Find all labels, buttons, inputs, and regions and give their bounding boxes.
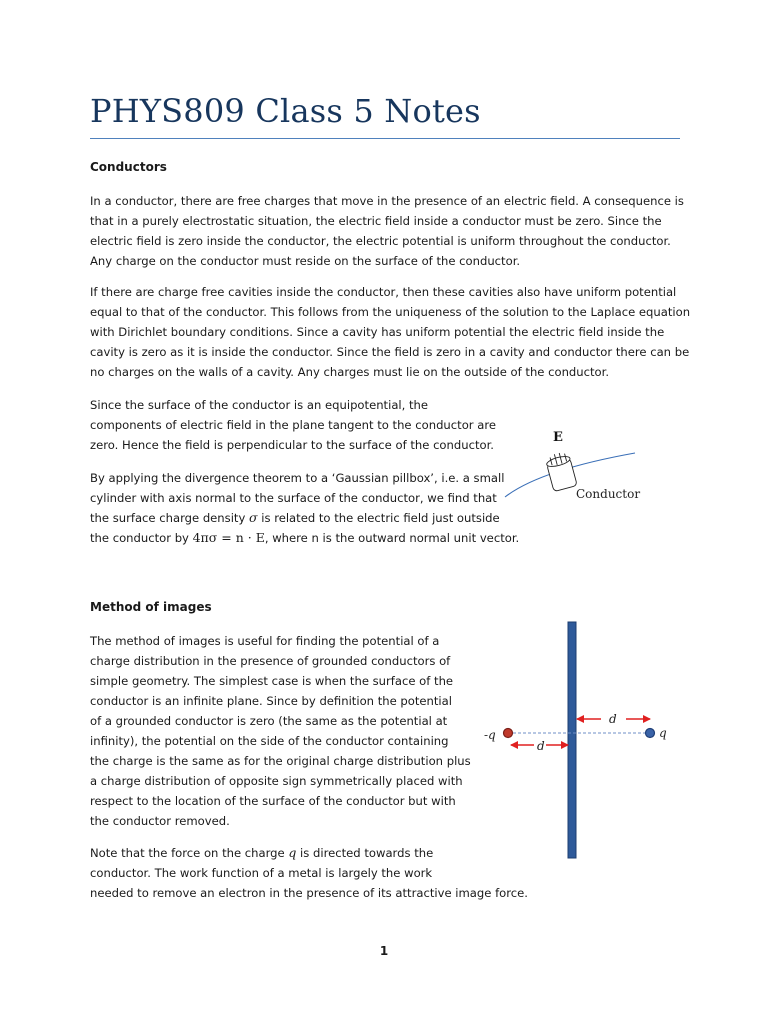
conductor-plane [568, 622, 576, 858]
text-fragment: the conductor by [90, 531, 193, 545]
text-line: The method of images is useful for finding the potential of a [90, 634, 440, 648]
text-line: conductor is an infinite plane. Since by definition the potential [90, 694, 452, 708]
paragraph-images-1 [90, 631, 471, 831]
text-line: equal to that of the conductor. This follows from the uniqueness of the solution to the Laplace equation [90, 305, 691, 319]
text-line: of a grounded conductor is zero (the same as the potential at [90, 714, 448, 728]
paragraph-images-2 [90, 843, 528, 903]
field-label-e: E [553, 430, 563, 445]
text-line: cavity is zero as it is inside the conductor. Since the field is zero in a cavity and conductor there can be [90, 345, 690, 359]
text-line [90, 528, 519, 548]
text-line: infinity), the potential on the side of the conductor containing [90, 734, 449, 748]
text-fragment: Note that the force on the charge [90, 846, 289, 860]
distance-label-right: d [609, 712, 617, 726]
text-line: no charges on the walls of a cavity. Any charges must lie on the outside of the conductor. [90, 365, 610, 379]
paragraph-conductors-4 [90, 468, 519, 548]
text-line: Since the surface of the conductor is an equipotential, the [90, 398, 429, 412]
text-line: components of electric field in the plane tangent to the conductor are [90, 418, 496, 432]
text-line: a charge distribution of opposite sign symmetrically placed with [90, 774, 463, 788]
paragraph-conductors-1 [90, 191, 684, 271]
paragraph-conductors-2 [90, 282, 690, 382]
conductor-label: Conductor [576, 487, 641, 501]
text-line: If there are charge free cavities inside the conductor, then these cavities also have uniform potential [90, 285, 677, 299]
sigma-symbol: σ [249, 510, 258, 525]
text-line: charge distribution in the presence of grounded conductors of [90, 654, 451, 668]
text-line: with Dirichlet boundary conditions. Since a cavity has uniform potential the electric field inside the [90, 325, 665, 339]
text-line: zero. Hence the field is perpendicular to the surface of the conductor. [90, 438, 494, 452]
formula-surface-charge: 4πσ = n · E [192, 530, 265, 545]
text-line: that in a purely electrostatic situation, the electric field inside a conductor must be zero. Since the [90, 214, 662, 228]
page-number: 1 [379, 944, 389, 958]
text-line: conductor. The work function of a metal is largely the work [90, 866, 433, 880]
text-line: the conductor removed. [90, 814, 230, 828]
text-fragment: is related to the electric field just outside [257, 511, 500, 525]
text-line: cylinder with axis normal to the surface of the conductor, we find that [90, 491, 497, 505]
section-heading-conductors: Conductors [90, 160, 167, 174]
text-line: respect to the location of the surface of the conductor but with [90, 794, 456, 808]
image-charge [504, 729, 513, 738]
text-line: Any charge on the conductor must reside on the surface of the conductor. [90, 254, 521, 268]
real-charge [646, 729, 655, 738]
text-line [90, 508, 519, 528]
text-fragment: the surface charge density [90, 511, 250, 525]
image-charge-label: -q [484, 728, 496, 742]
title-rule [90, 138, 680, 139]
figure-image-charge [478, 618, 678, 863]
page-title: PHYS809 Class 5 Notes [90, 92, 481, 130]
q-symbol: q [288, 845, 297, 860]
distance-label-left: d [537, 739, 545, 753]
gaussian-pillbox [545, 451, 577, 492]
figure-conductor-surface [500, 425, 645, 510]
text-line: In a conductor, there are free charges that move in the presence of an electric field. A consequence is [90, 194, 684, 208]
text-line: needed to remove an electron in the presence of its attractive image force. [90, 886, 528, 900]
paragraph-conductors-3 [90, 395, 496, 455]
text-line: simple geometry. The simplest case is when the surface of the [90, 674, 454, 688]
text-line: electric field is zero inside the conductor, the electric potential is uniform throughout the conductor. [90, 234, 671, 248]
text-line: the charge is the same as for the original charge distribution plus [90, 754, 471, 768]
text-line: By applying the divergence theorem to a ‘Gaussian pillbox’, i.e. a small [90, 471, 505, 485]
charge-label: q [659, 726, 667, 740]
text-fragment: , where n is the outward normal unit vector. [264, 531, 520, 545]
text-fragment: is directed towards the [296, 846, 434, 860]
section-heading-method-of-images: Method of images [90, 600, 212, 614]
text-line [90, 843, 528, 863]
